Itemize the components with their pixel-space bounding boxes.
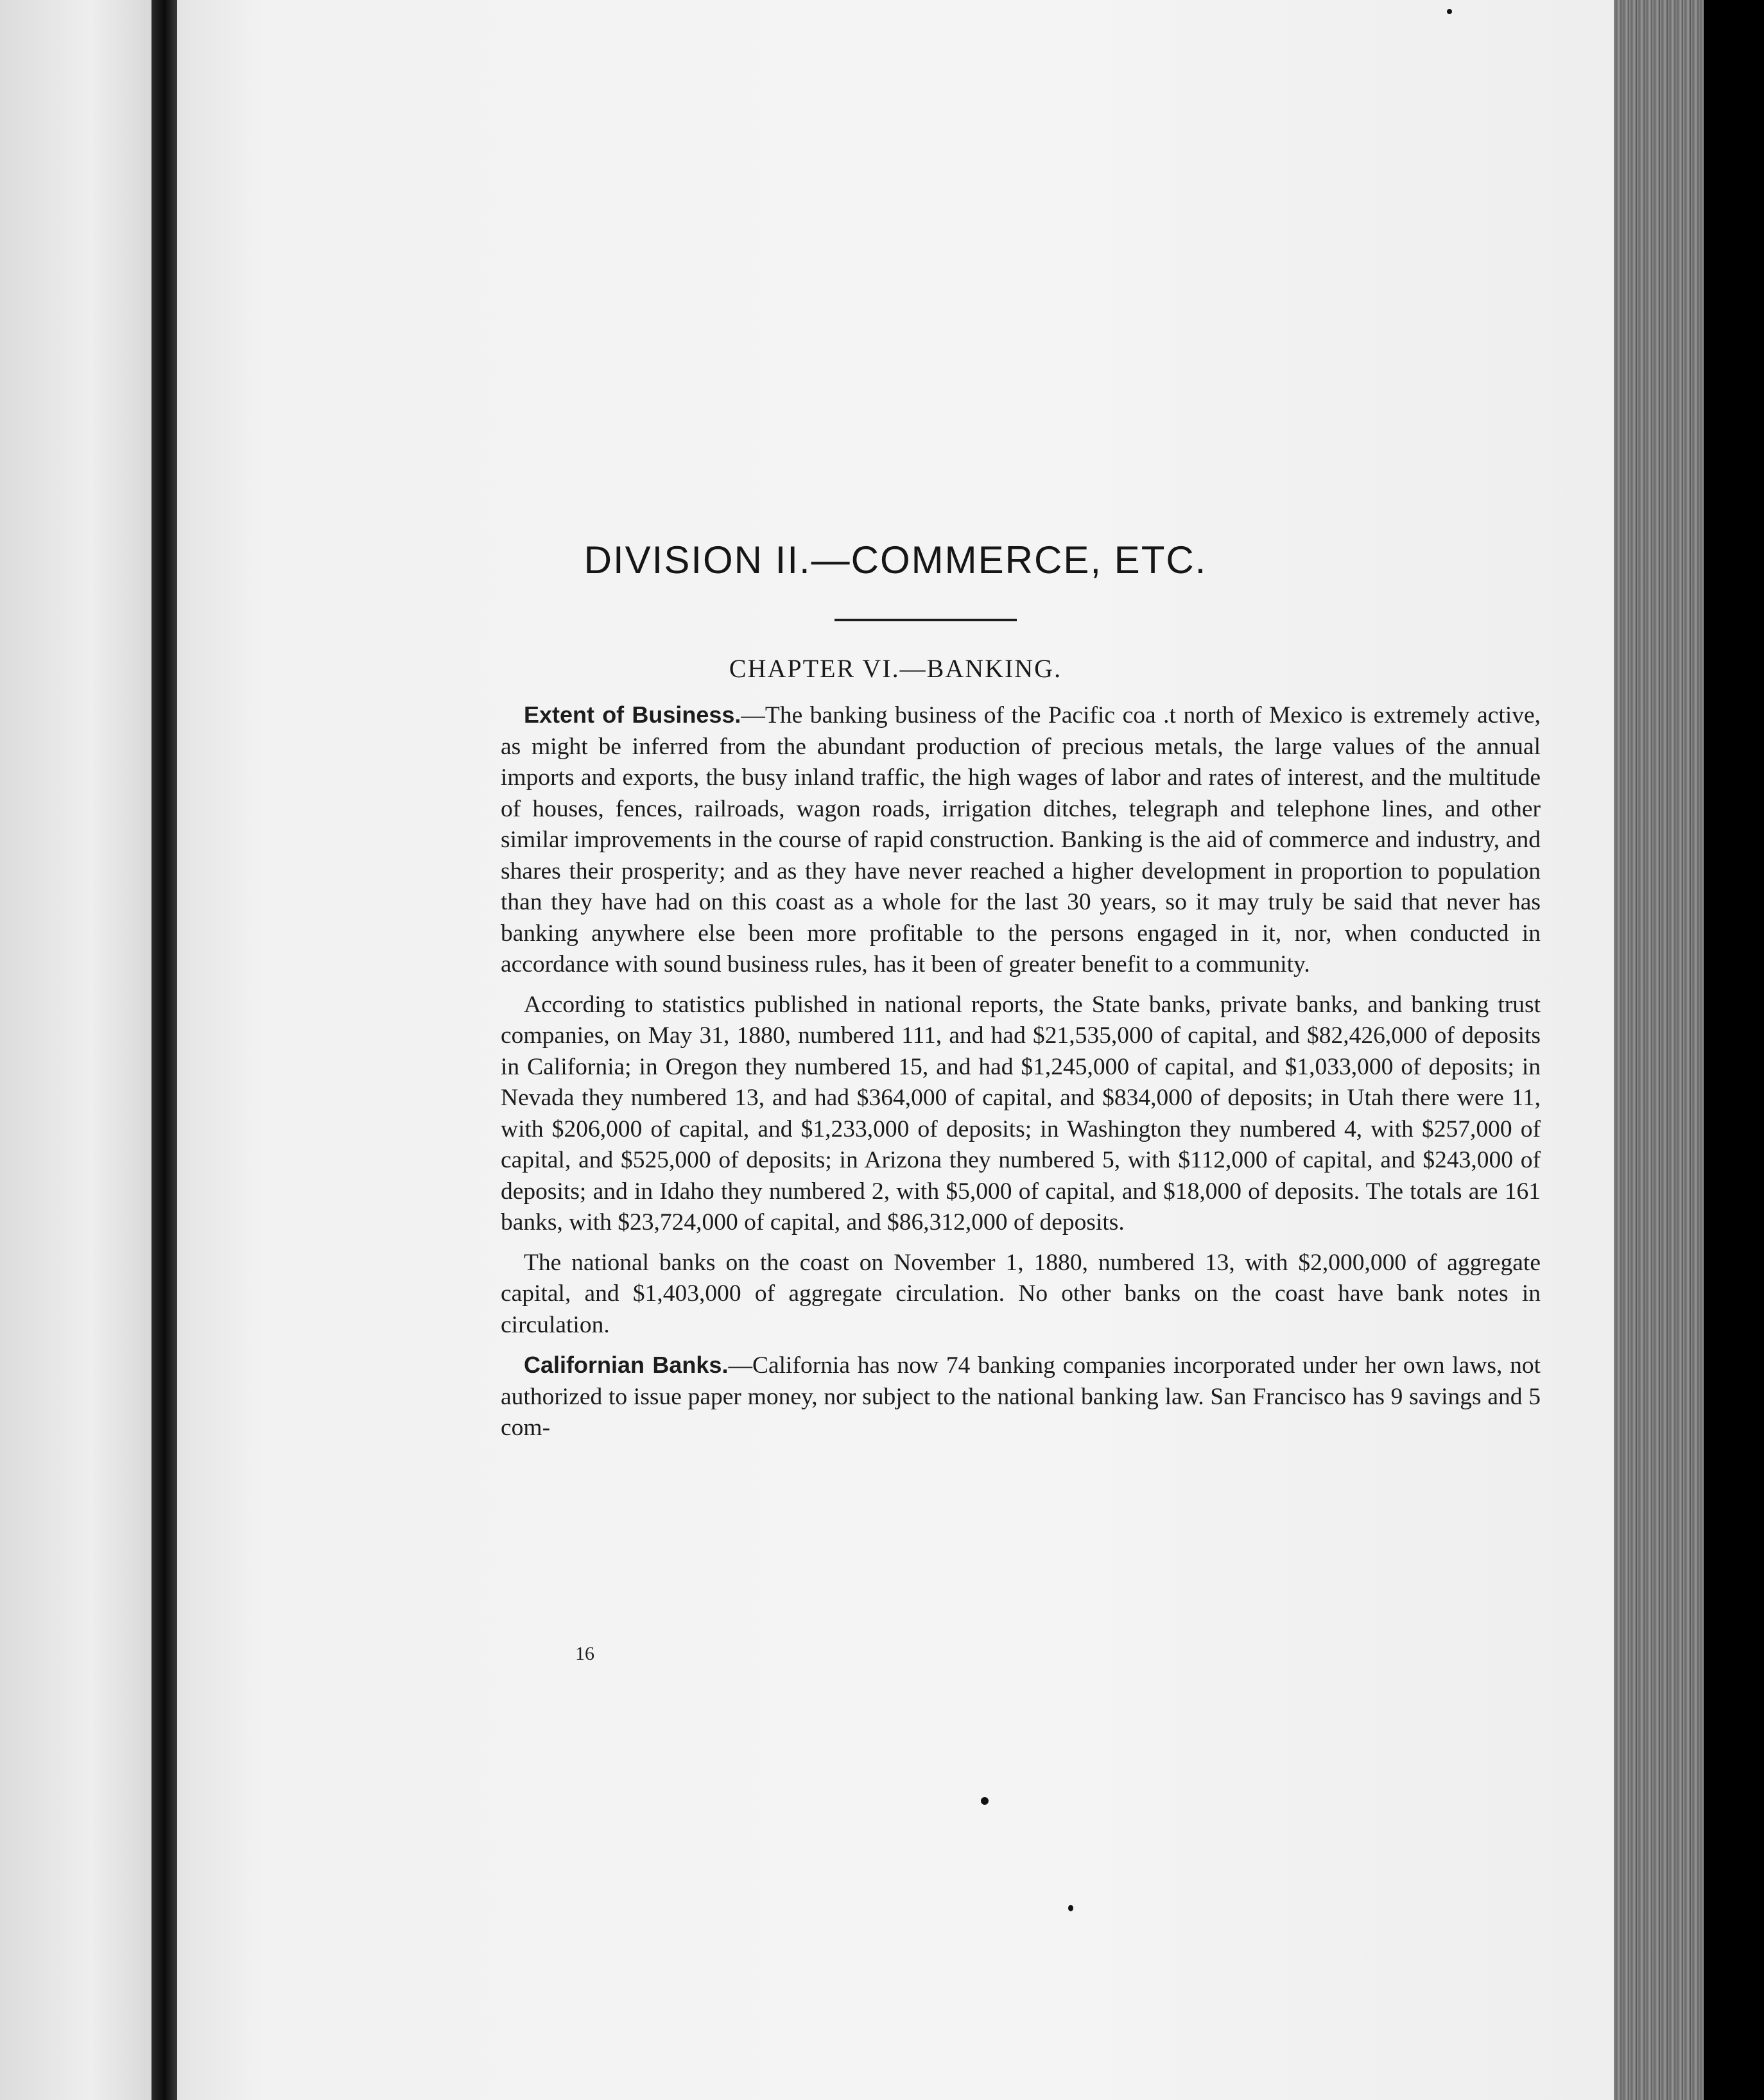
- book-gutter: [151, 0, 177, 2100]
- paragraph: [501, 990, 1541, 1239]
- scan-speck: [981, 1797, 989, 1805]
- paragraph-lead: Californian Banks.: [524, 1352, 729, 1378]
- scan-border: [1704, 0, 1764, 2100]
- paragraph-lead: Extent of Business.: [524, 701, 741, 728]
- paragraph-text: The national banks on the coast on November 1, 1880, numbered 13, with $2,000,000 of aggregate capital, and $1,403,000 of aggregate circulation. No other banks on the coast have bank notes in circulation.: [501, 1249, 1541, 1338]
- body-text: [501, 700, 1541, 1453]
- book-page: [177, 0, 1614, 2100]
- chapter-heading: CHAPTER VI.—BANKING.: [729, 654, 1062, 683]
- title-rule: [834, 619, 1017, 621]
- page-number: 16: [575, 1643, 594, 1664]
- scan-speck: [1447, 9, 1452, 14]
- division-title: DIVISION II.—COMMERCE, ETC.: [584, 538, 1207, 581]
- paragraph: [501, 700, 1541, 981]
- page-stack-edges: [1614, 0, 1704, 2100]
- scan-speck: [1068, 1905, 1073, 1911]
- paragraph-text: —The banking business of the Pacific coa .t north of Mexico is extremely active, as might be inferred from the abundant production of precious metals, the large values of the annual imports and exports, the busy inland traffic, the high wages of labor and rates of interest, and the multitude of houses, fences, railroads, wagon roads, irrigation ditches, telegraph and telephone lines, and other similar improvements in the course of rapid construction. Banking is the aid of commerce and industry, and shares their prosperity; and as they have never reached a higher development in proportion to population than they have had on this coast as a whole for the last 30 years, so it may truly be said that never has banking anywhere else been more profitable to the persons engaged in it, nor, when conducted in accordance with sound business rules, has it been of greater benefit to a community.: [501, 702, 1541, 977]
- paragraph: [501, 1248, 1541, 1341]
- paragraph-text: According to statistics published in national reports, the State banks, private banks, and banking trust companies, on May 31, 1880, numbered 111, and had $21,535,000 of capital, and $82,426,000 of deposits in California; in Oregon they numbered 15, and had $1,245,000 of capital, and $1,033,000 of deposits; in Nevada they numbered 13, and had $364,000 of capital, and $834,000 of deposits; in Utah there were 11, with $206,000 of capital, and $1,233,000 of deposits; in Washington they numbered 4, with $257,000 of capital, and $525,000 of deposits; in Arizona they numbered 5, with $112,000 of capital, and $243,000 of deposits; and in Idaho they numbered 2, with $5,000 of capital, and $18,000 of deposits. The totals are 161 banks, with $23,724,000 of capital, and $86,312,000 of deposits.: [501, 991, 1541, 1235]
- facing-page-edge: [0, 0, 151, 2100]
- paragraph: [501, 1350, 1541, 1444]
- paragraph-text: —California has now 74 banking companies incorporated under her own laws, not authorized to issue paper money, nor subject to the national banking law. San Francisco has 9 savings and 5 com-: [501, 1352, 1541, 1441]
